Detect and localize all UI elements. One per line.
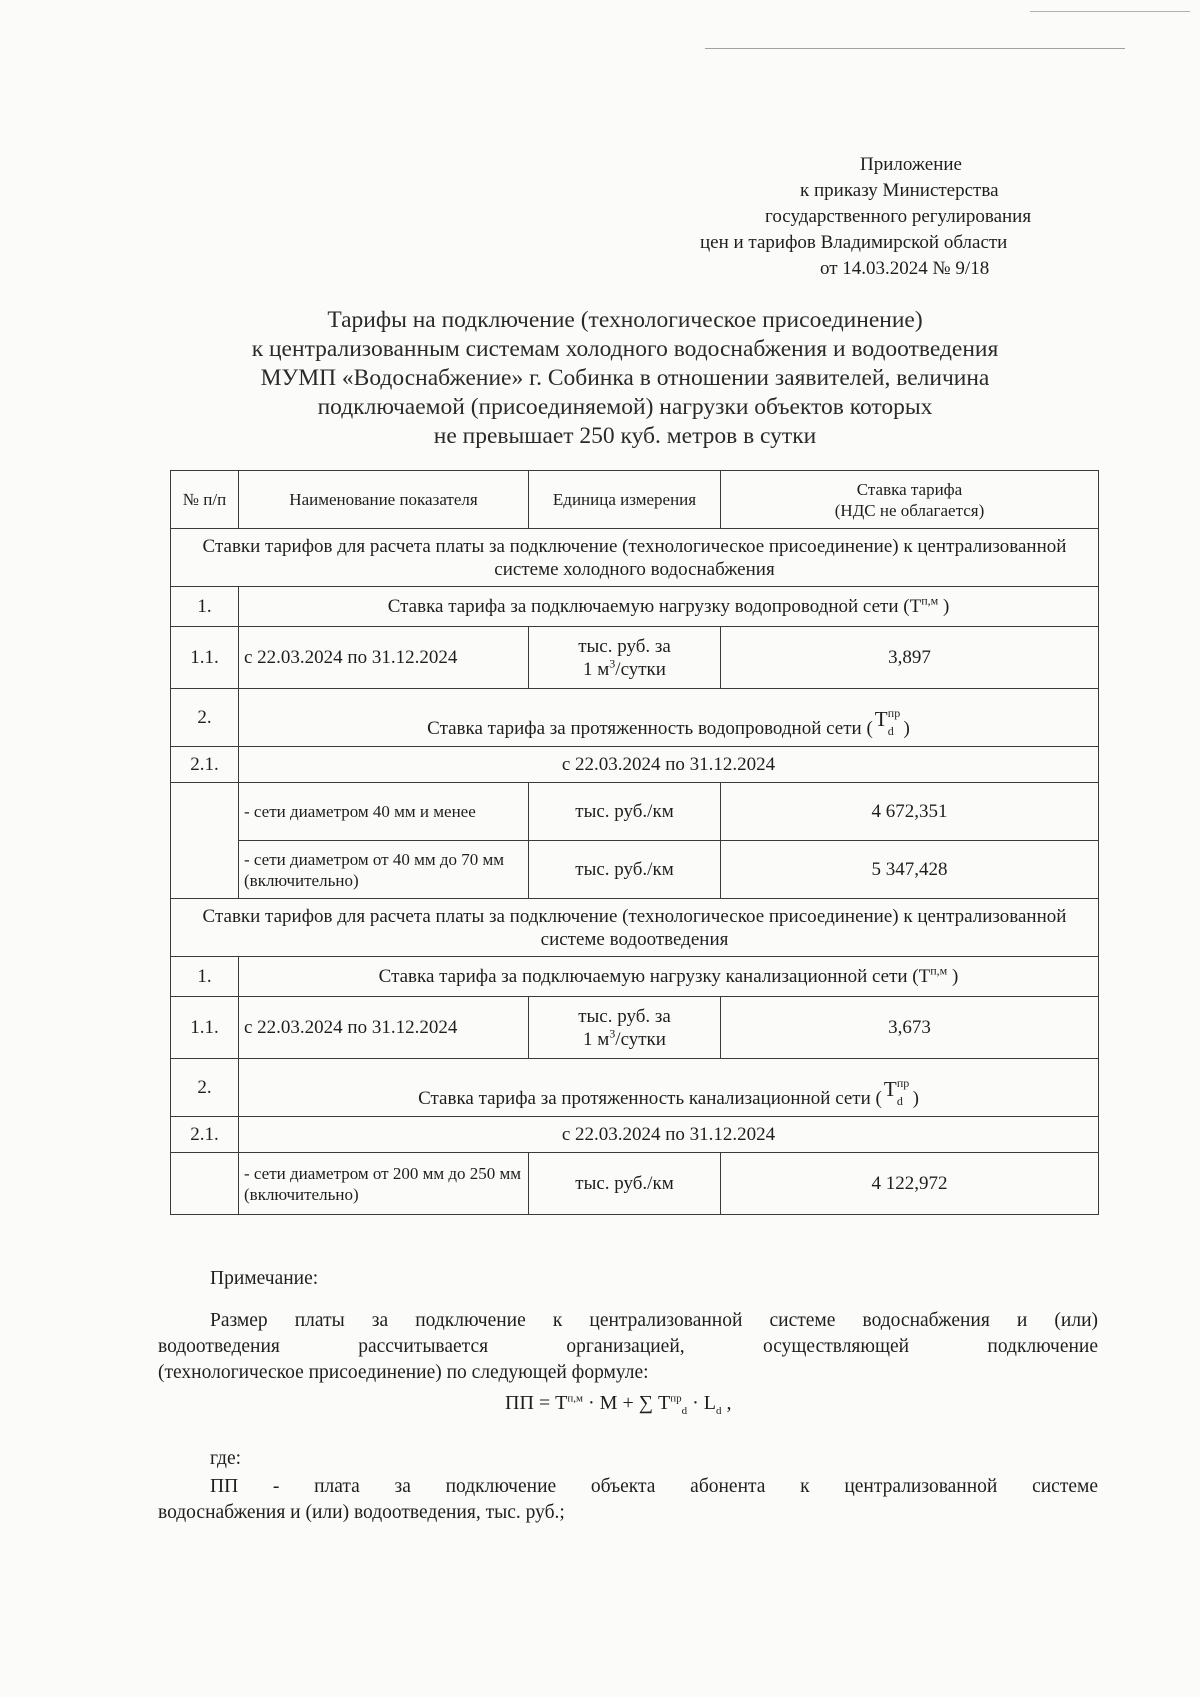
row-num: 2. bbox=[171, 689, 239, 747]
row-title-text: Ставка тарифа за подключаемую нагрузку канализационной сети (Т bbox=[378, 966, 931, 987]
formula-part: · L bbox=[687, 1392, 716, 1414]
row-unit: тыс. руб./км bbox=[529, 783, 721, 841]
row-title bbox=[239, 587, 1099, 627]
formula-part: , bbox=[721, 1392, 732, 1414]
header-name: Наименование показателя bbox=[239, 471, 529, 529]
note-label: Примечание: bbox=[210, 1268, 319, 1289]
row-diameter: - сети диаметром от 40 мм до 70 мм (включительно) bbox=[239, 841, 529, 899]
superscript: п,м bbox=[930, 963, 948, 978]
formula-part: ПП bbox=[505, 1392, 534, 1414]
title-line: Тарифы на подключение (технологическое присоединение) bbox=[327, 307, 923, 333]
section-row-water bbox=[171, 529, 1099, 587]
table-row bbox=[171, 997, 1099, 1059]
formula-sup: пр bbox=[670, 1392, 682, 1405]
tpr-sup: пр bbox=[887, 705, 901, 720]
document-title bbox=[170, 306, 1080, 451]
row-unit: тыс. руб./км bbox=[529, 841, 721, 899]
section-title: Ставки тарифов для расчета платы за подключение (технологическое присоединение) к централизованной системе холодного водоснабжения bbox=[171, 529, 1099, 587]
table-row bbox=[171, 747, 1099, 783]
row-diameter: - сети диаметром от 200 мм до 250 мм (включительно) bbox=[239, 1153, 529, 1215]
header-rate bbox=[721, 471, 1099, 529]
tpr-T: Т bbox=[883, 1076, 897, 1101]
unit-exponent: 3 bbox=[609, 1026, 616, 1041]
row-num: 1. bbox=[171, 957, 239, 997]
row-value: 5 347,428 bbox=[721, 841, 1099, 899]
row-value: 3,897 bbox=[721, 627, 1099, 689]
appendix-line: от 14.03.2024 № 9/18 bbox=[820, 258, 990, 279]
header-rate-line: Ставка тарифа bbox=[856, 479, 963, 499]
formula-sub: d bbox=[715, 1405, 722, 1417]
unit-text: /сутки bbox=[615, 658, 666, 680]
formula-sup: п,м bbox=[567, 1392, 583, 1405]
tpr-sub: d bbox=[896, 1093, 903, 1108]
row-unit bbox=[529, 997, 721, 1059]
row-num: 2.1. bbox=[171, 747, 239, 783]
row-period: с 22.03.2024 по 31.12.2024 bbox=[239, 627, 529, 689]
tpr-symbol bbox=[882, 1075, 910, 1108]
row-title bbox=[239, 689, 1099, 747]
row-title-text: Ставка тарифа за протяженность канализационной сети ( bbox=[418, 1087, 882, 1109]
note-pp-line: ПП - плата за подключение объекта абонента к централизованной системе bbox=[210, 1476, 1098, 1497]
row-num: 2.1. bbox=[171, 1117, 239, 1153]
payment-formula bbox=[505, 1392, 731, 1417]
note-where: где: bbox=[210, 1448, 242, 1469]
table-row bbox=[171, 587, 1099, 627]
row-title-close: ) bbox=[898, 717, 910, 739]
title-line: к централизованным системам холодного водоснабжения и водоотведения bbox=[251, 336, 999, 362]
row-period: с 22.03.2024 по 31.12.2024 bbox=[239, 747, 1099, 783]
row-num: 1.1. bbox=[171, 997, 239, 1059]
table-row bbox=[171, 1117, 1099, 1153]
title-line: МУМП «Водоснабжение» г. Собинка в отношении заявителей, величина bbox=[260, 365, 990, 391]
formula-sub: d bbox=[681, 1405, 688, 1417]
row-unit bbox=[529, 627, 721, 689]
row-num-empty bbox=[171, 1153, 239, 1215]
title-line: не превышает 250 куб. метров в сутки bbox=[433, 423, 817, 449]
appendix-line: цен и тарифов Владимирской области bbox=[700, 232, 1008, 253]
note-pp-line: водоснабжения и (или) водоотведения, тыс. руб.; bbox=[158, 1502, 565, 1523]
header-unit: Единица измерения bbox=[529, 471, 721, 529]
header-num: № п/п bbox=[171, 471, 239, 529]
note-paragraph-line: водоотведения рассчитывается организацией, осуществляющей подключение bbox=[158, 1336, 1098, 1357]
note-paragraph-line: Размер платы за подключение к централизованной системе водоснабжения и (или) bbox=[210, 1310, 1098, 1331]
row-title bbox=[239, 957, 1099, 997]
table-row bbox=[171, 783, 1099, 841]
title-line: подключаемой (присоединяемой) нагрузки объектов которых bbox=[317, 394, 933, 420]
table-row bbox=[171, 627, 1099, 689]
row-num: 1.1. bbox=[171, 627, 239, 689]
row-num-empty bbox=[171, 783, 239, 899]
row-title-close: ) bbox=[938, 596, 950, 617]
row-period: с 22.03.2024 по 31.12.2024 bbox=[239, 1117, 1099, 1153]
superscript: п,м bbox=[921, 593, 939, 608]
tpr-sub: d bbox=[887, 723, 894, 738]
unit-exponent: 3 bbox=[609, 656, 616, 671]
unit-line: тыс. руб. за bbox=[578, 1005, 671, 1027]
unit-line bbox=[534, 658, 715, 681]
tariffs-table bbox=[170, 470, 1099, 1215]
appendix-block bbox=[690, 152, 1110, 282]
row-value: 4 122,972 bbox=[721, 1153, 1099, 1215]
scan-artifact-line bbox=[1030, 11, 1190, 12]
header-rate-line: (НДС не облагается) bbox=[834, 500, 985, 520]
row-title-close: ) bbox=[947, 966, 959, 987]
row-title-close: ) bbox=[907, 1087, 919, 1109]
table-header-row bbox=[171, 471, 1099, 529]
row-value: 3,673 bbox=[721, 997, 1099, 1059]
row-num: 2. bbox=[171, 1059, 239, 1117]
unit-line: тыс. руб. за bbox=[578, 635, 671, 657]
row-title-text: Ставка тарифа за протяженность водопроводной сети ( bbox=[427, 717, 873, 739]
row-period: с 22.03.2024 по 31.12.2024 bbox=[239, 997, 529, 1059]
unit-text: 1 м bbox=[583, 658, 610, 680]
section-title: Ставки тарифов для расчета платы за подключение (технологическое присоединение) к централизованной системе водоотведения bbox=[171, 899, 1099, 957]
row-title-text: Ставка тарифа за подключаемую нагрузку водопроводной сети (Т bbox=[387, 596, 922, 617]
table-row bbox=[171, 841, 1099, 899]
appendix-line: к приказу Министерства bbox=[800, 180, 999, 201]
tpr-sup: пр bbox=[896, 1075, 910, 1090]
row-value: 4 672,351 bbox=[721, 783, 1099, 841]
row-diameter: - сети диаметром 40 мм и менее bbox=[239, 783, 529, 841]
tpr-T: Т bbox=[874, 706, 888, 731]
row-title bbox=[239, 1059, 1099, 1117]
unit-line bbox=[534, 1028, 715, 1051]
table-row bbox=[171, 689, 1099, 747]
unit-text: /сутки bbox=[615, 1028, 666, 1050]
note-paragraph-line: (технологическое присоединение) по следующей формуле: bbox=[158, 1362, 649, 1383]
section-row-sewer bbox=[171, 899, 1099, 957]
table-row bbox=[171, 1153, 1099, 1215]
formula-part: · M + ∑ Т bbox=[583, 1392, 671, 1414]
appendix-line: Приложение bbox=[860, 154, 962, 175]
row-unit: тыс. руб./км bbox=[529, 1153, 721, 1215]
table-row bbox=[171, 1059, 1099, 1117]
tpr-symbol bbox=[873, 705, 901, 738]
row-num: 1. bbox=[171, 587, 239, 627]
formula-part: = Т bbox=[533, 1392, 568, 1414]
table-row bbox=[171, 957, 1099, 997]
unit-text: 1 м bbox=[583, 1028, 610, 1050]
appendix-line: государственного регулирования bbox=[765, 206, 1032, 227]
scan-artifact-line bbox=[705, 48, 1125, 49]
